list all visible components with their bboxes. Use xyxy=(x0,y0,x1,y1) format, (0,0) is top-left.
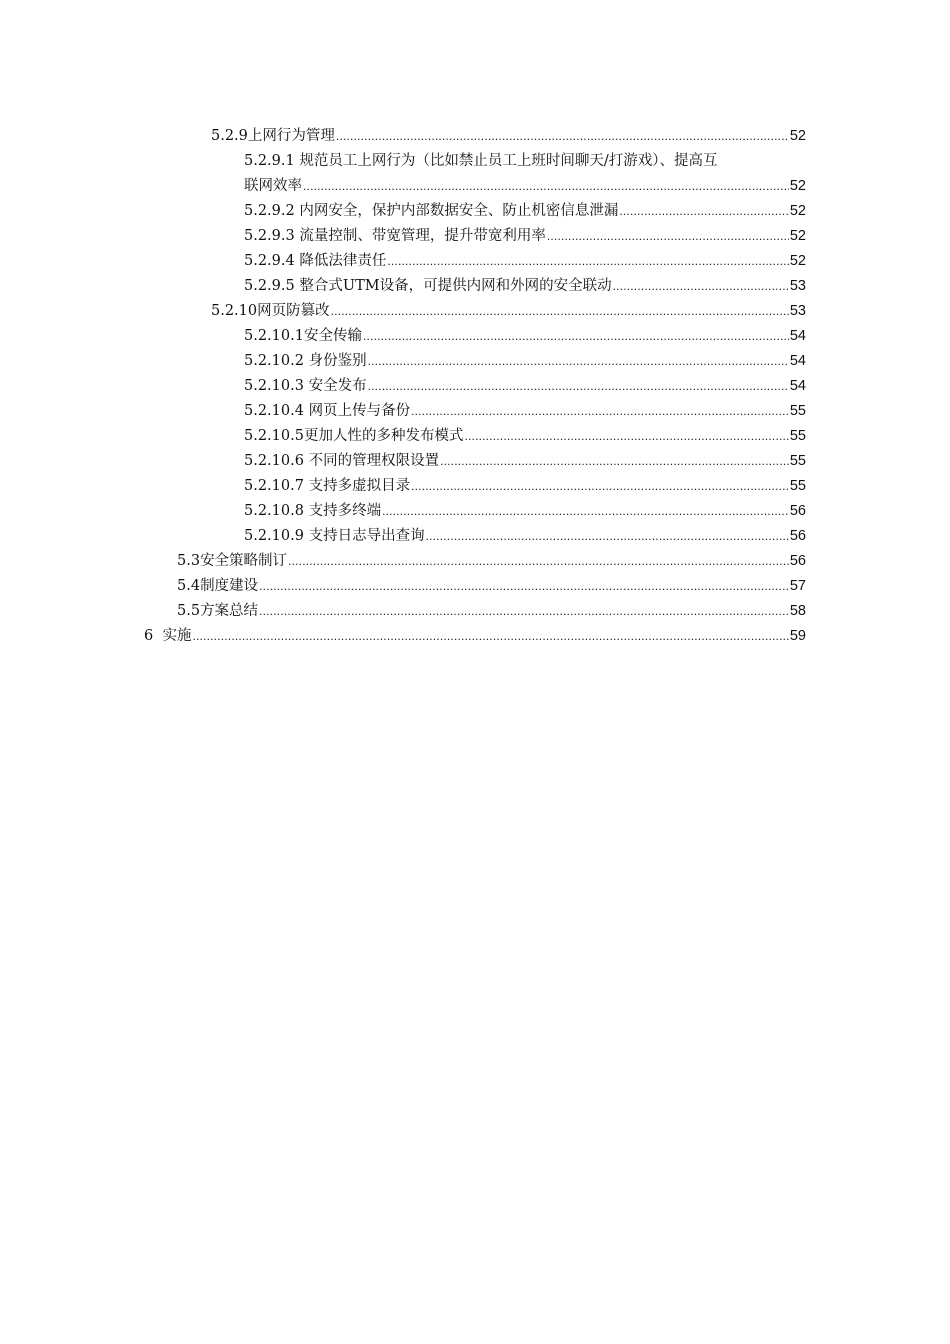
toc-entry-label: 5.2.10.6 不同的管理权限设置 xyxy=(244,453,440,469)
toc-entry-label: 5.3安全策略制订 xyxy=(177,553,288,569)
dot-leader xyxy=(259,577,789,596)
toc-entry-label: 5.2.10.8 支持多终端 xyxy=(244,503,382,519)
toc-page-number: 57 xyxy=(789,578,806,594)
dot-leader xyxy=(440,452,789,471)
toc-entry-5-2-10-5[interactable] xyxy=(0,424,950,449)
toc-page-number: 53 xyxy=(789,303,806,319)
toc-page-number: 56 xyxy=(789,503,806,519)
toc-page-number: 55 xyxy=(789,478,806,494)
toc-entry-label-line2: 联网效率 xyxy=(244,178,302,194)
dot-leader xyxy=(259,602,789,621)
toc-page-number: 54 xyxy=(789,353,806,369)
dot-leader xyxy=(387,252,789,271)
toc-entry-label: 5.2.9上网行为管理 xyxy=(211,128,335,144)
toc-entry-label: 5.2.10.3 安全发布 xyxy=(244,378,367,394)
toc-entry-5-2-9-1[interactable] xyxy=(0,149,950,199)
toc-entry-label: 5.2.10.4 网页上传与备份 xyxy=(244,403,411,419)
dot-leader xyxy=(382,502,789,521)
toc-entry-6[interactable] xyxy=(0,624,950,649)
toc-entry-5-2-10-7[interactable] xyxy=(0,474,950,499)
toc-entry-label: 5.4制度建设 xyxy=(177,578,259,594)
toc-entry-5-3[interactable] xyxy=(0,549,950,574)
toc-page-number: 55 xyxy=(789,428,806,444)
toc-page-number: 52 xyxy=(789,228,806,244)
toc-entry-label: 5.2.10.2 身份鉴别 xyxy=(244,353,367,369)
toc-entry-label: 6 实施 xyxy=(144,628,192,644)
toc-page-number: 56 xyxy=(789,553,806,569)
toc-entry-label: 5.2.10.7 支持多虚拟目录 xyxy=(244,478,411,494)
toc-page-number: 55 xyxy=(789,403,806,419)
toc-entry-5-2-10-2[interactable] xyxy=(0,349,950,374)
toc-page-number: 53 xyxy=(789,278,806,294)
dot-leader xyxy=(288,552,789,571)
dot-leader xyxy=(331,302,789,321)
toc-entry-5-2-10-9[interactable] xyxy=(0,524,950,549)
dot-leader xyxy=(426,527,789,546)
dot-leader xyxy=(303,177,789,196)
toc-entry-5-2-10-6[interactable] xyxy=(0,449,950,474)
toc-entry-5-2-9-4[interactable] xyxy=(0,249,950,274)
dot-leader xyxy=(192,627,788,646)
toc-entry-5-4[interactable] xyxy=(0,574,950,599)
toc-entry-label: 5.2.9.4 降低法律责任 xyxy=(244,253,387,269)
toc-page-number: 55 xyxy=(789,453,806,469)
toc-entry-5-2-9-2[interactable] xyxy=(0,199,950,224)
dot-leader xyxy=(363,327,789,346)
toc-entry-label: 5.2.10.9 支持日志导出查询 xyxy=(244,528,425,544)
toc-entry-5-2-9[interactable] xyxy=(0,124,950,149)
toc-page-number: 52 xyxy=(789,203,806,219)
dot-leader xyxy=(464,427,788,446)
toc-entry-label: 5.2.10.5更加人性的多种发布模式 xyxy=(244,428,464,444)
toc-entry-5-2-10-8[interactable] xyxy=(0,499,950,524)
dot-leader xyxy=(411,477,789,496)
dot-leader xyxy=(411,402,789,421)
toc-page-number: 56 xyxy=(789,528,806,544)
toc-entry-label: 5.2.9.5 整合式UTM设备，可提供内网和外网的安全联动 xyxy=(244,278,612,294)
toc-entry-5-5[interactable] xyxy=(0,599,950,624)
toc-page-number: 54 xyxy=(789,378,806,394)
toc-entry-5-2-10-4[interactable] xyxy=(0,399,950,424)
dot-leader xyxy=(619,202,789,221)
toc-entry-5-2-10-3[interactable] xyxy=(0,374,950,399)
toc-entry-label: 5.2.10网页防篡改 xyxy=(211,303,330,319)
toc-page-number: 52 xyxy=(789,253,806,269)
toc-entry-label: 5.2.9.2 内网安全，保护内部数据安全、防止机密信息泄漏 xyxy=(244,203,619,219)
toc-page-number: 54 xyxy=(789,328,806,344)
toc-entry-label: 5.5方案总结 xyxy=(177,603,259,619)
dot-leader xyxy=(368,377,789,396)
dot-leader xyxy=(613,277,789,296)
table-of-contents xyxy=(0,124,950,649)
toc-entry-label: 5.2.9.3 流量控制、带宽管理，提升带宽利用率 xyxy=(244,228,546,244)
toc-page-number: 59 xyxy=(789,628,806,644)
toc-entry-5-2-10-1[interactable] xyxy=(0,324,950,349)
dot-leader xyxy=(547,227,789,246)
toc-page-number: 52 xyxy=(789,128,806,144)
toc-entry-5-2-9-5[interactable] xyxy=(0,274,950,299)
toc-entry-5-2-9-3[interactable] xyxy=(0,224,950,249)
toc-entry-label: 5.2.10.1安全传输 xyxy=(244,328,362,344)
dot-leader xyxy=(368,352,789,371)
toc-entry-5-2-10[interactable] xyxy=(0,299,950,324)
toc-page-number: 58 xyxy=(789,603,806,619)
dot-leader xyxy=(336,127,789,146)
toc-page-number: 52 xyxy=(789,178,806,194)
toc-entry-label-line1: 5.2.9.1 规范员工上网行为（比如禁止员工上班时间聊天/打游戏）、提高互 xyxy=(244,153,718,169)
